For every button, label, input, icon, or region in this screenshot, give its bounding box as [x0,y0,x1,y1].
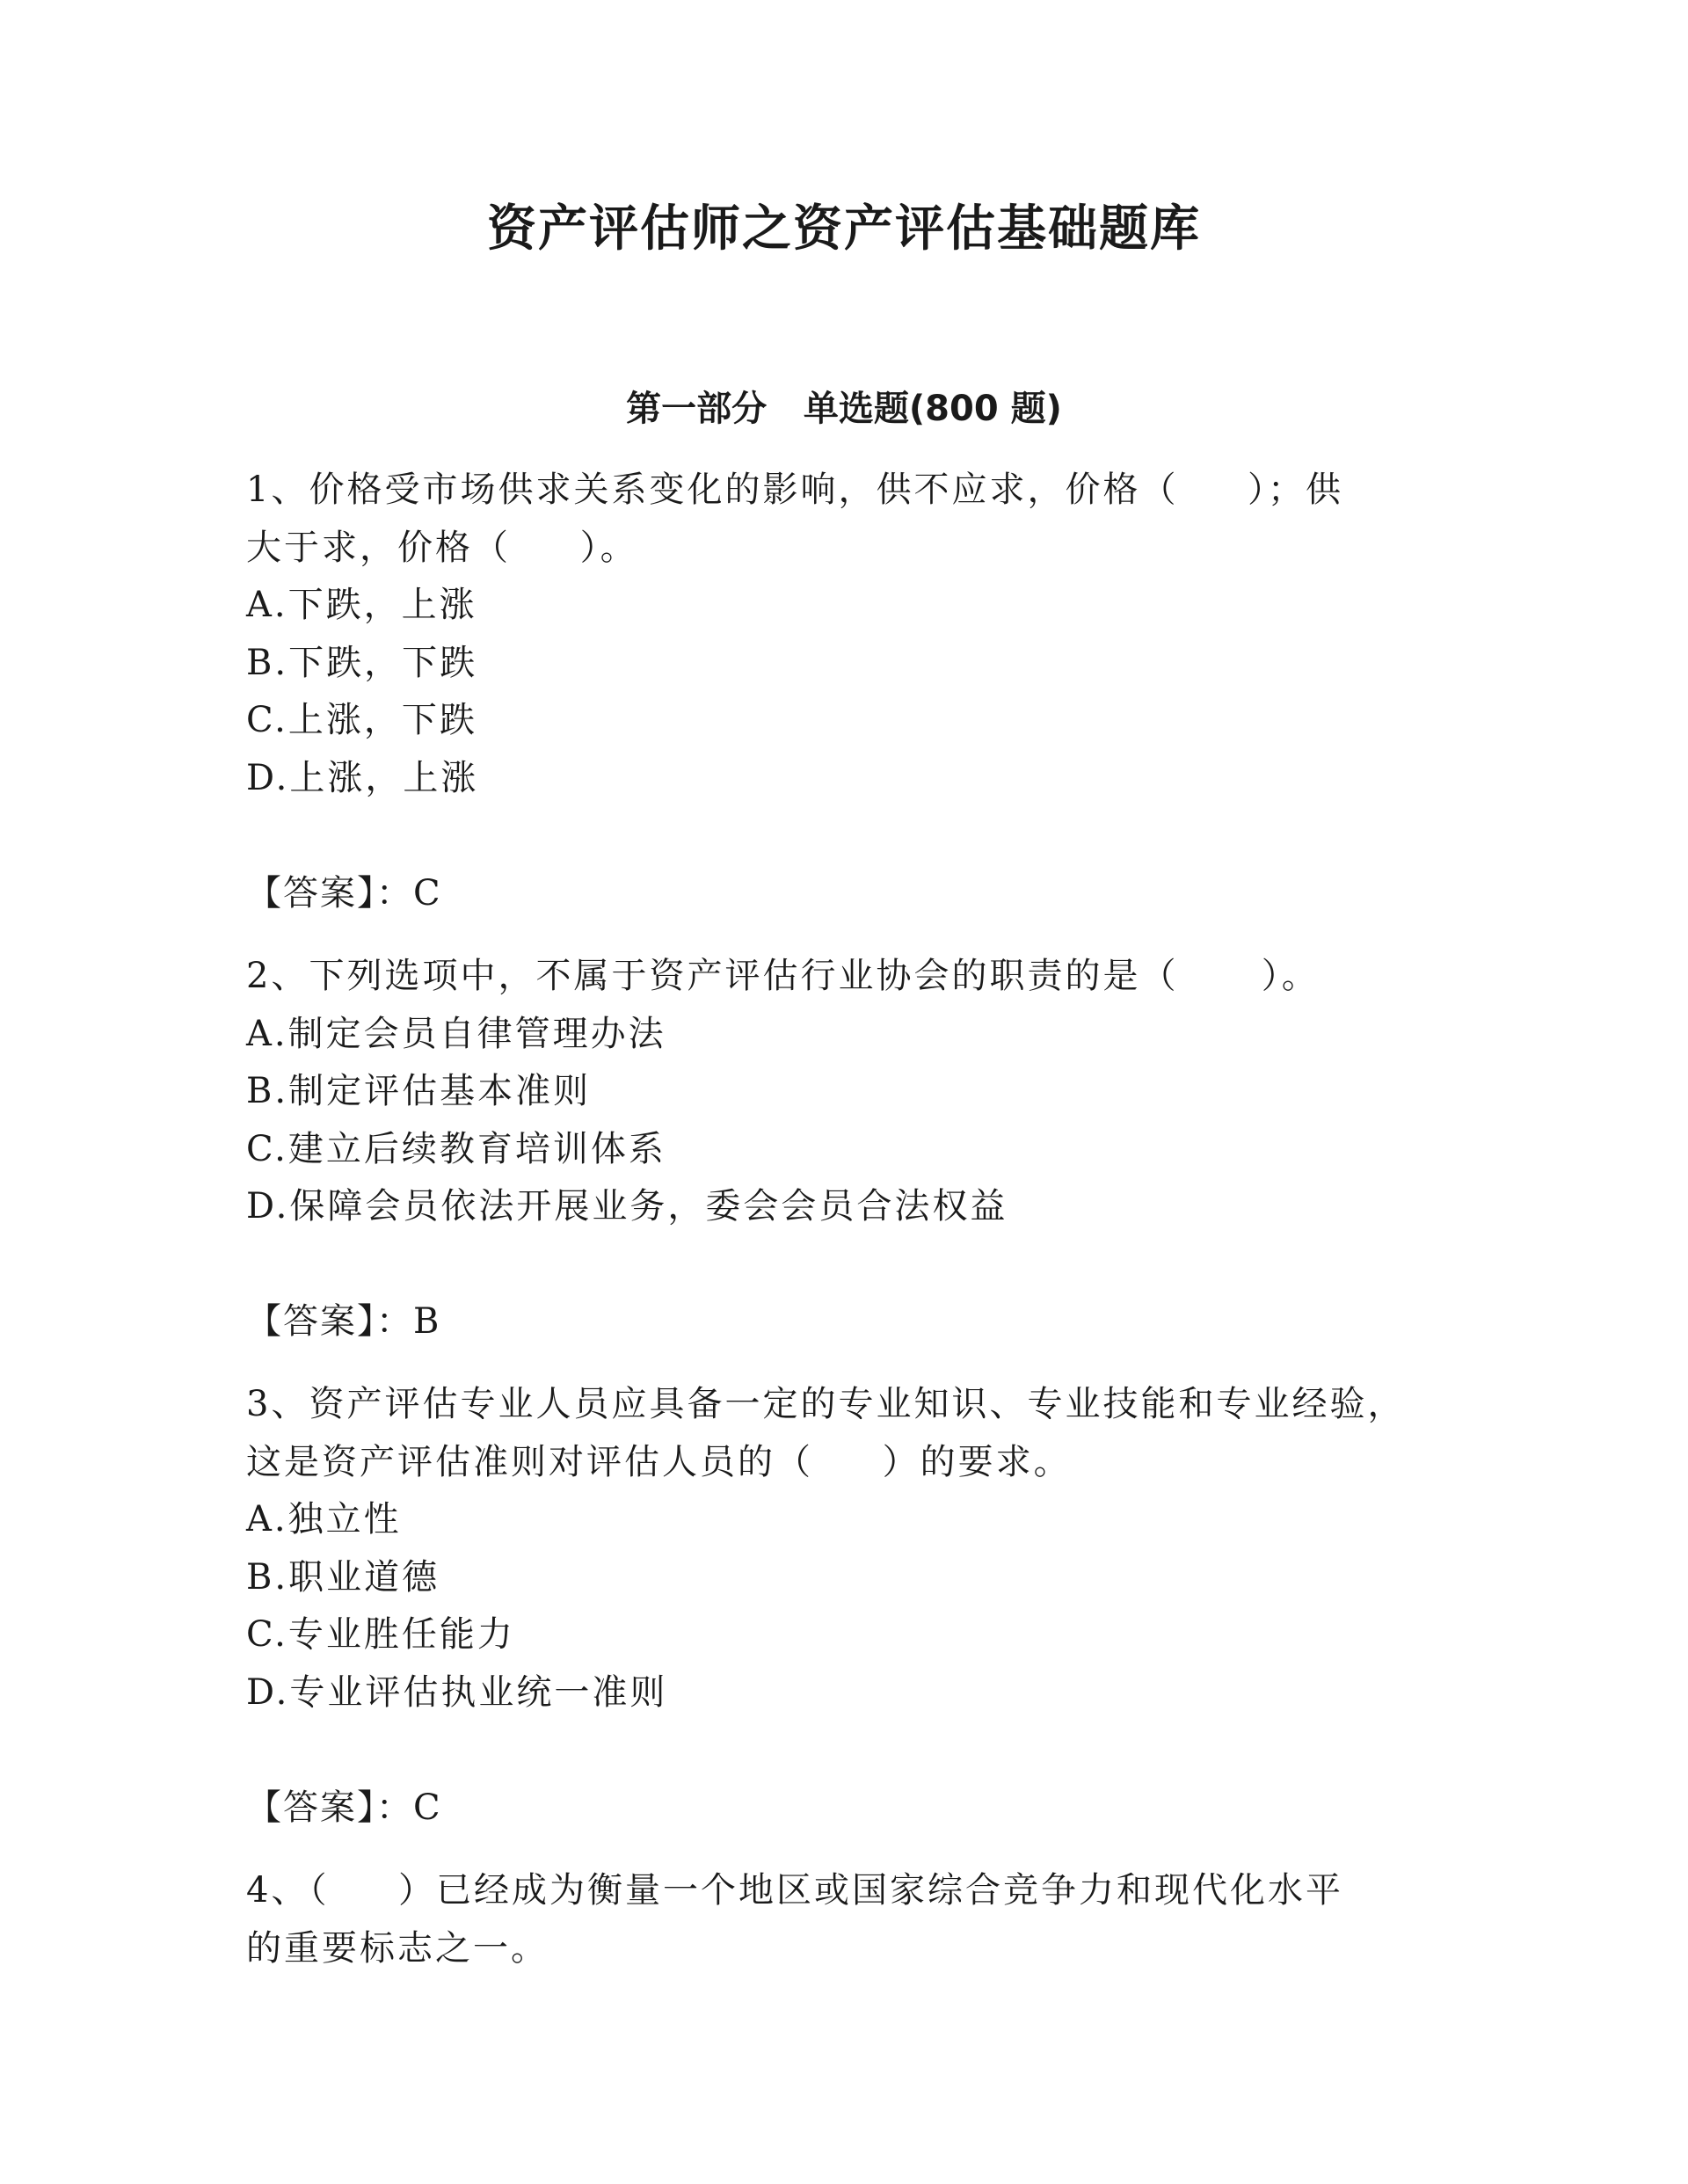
question-1-option-d: D.上涨，上涨 [246,758,479,798]
question-2-answer: 【答案】：B [246,1301,441,1342]
question-1-option-b: B.下跌，下跌 [246,643,478,683]
question-1-option-c: C.上涨，下跌 [246,700,477,740]
question-4-stem-line-2: 的重要标志之一。 [246,1928,549,1969]
question-1-option-a: A.下跌，上涨 [246,585,477,625]
question-2-option-d: D.保障会员依法开展业务，委会会员合法权益 [246,1186,1008,1227]
question-3-stem-line-1: 3、资产评估专业人员应具备一定的专业知识、专业技能和专业经验， [246,1384,1406,1424]
question-3-answer: 【答案】：C [246,1787,442,1828]
question-2-stem-line-1: 2、下列选项中，不属于资产评估行业协会的职责的是（ ）。 [246,956,1320,996]
question-2-option-c: C.建立后续教育培训体系 [246,1129,666,1169]
question-2-option-a: A.制定会员自律管理办法 [246,1014,666,1054]
section-heading: 第一部分 单选题(800 题) [626,389,1062,429]
question-1-stem-line-1: 1、价格受市场供求关系变化的影响，供不应求，价格（ ）；供 [246,470,1344,510]
question-2-option-b: B.制定评估基本准则 [246,1071,592,1111]
question-3-option-d: D.专业评估执业统一准则 [246,1672,668,1713]
question-4-stem-line-1: 4、（ ）已经成为衡量一个地区或国家综合竞争力和现代化水平 [246,1870,1344,1911]
question-3-option-c: C.专业胜任能力 [246,1614,515,1655]
question-3-stem-line-2: 这是资产评估准则对评估人员的（ ）的要求。 [246,1442,1072,1482]
document-title: 资产评估师之资产评估基础题库 [487,200,1201,258]
question-3-option-a: A.独立性 [246,1499,402,1540]
question-1-stem-line-2: 大于求，价格（ ）。 [246,528,638,568]
question-1-answer: 【答案】：C [246,873,442,914]
question-3-option-b: B.职业道德 [246,1557,440,1598]
